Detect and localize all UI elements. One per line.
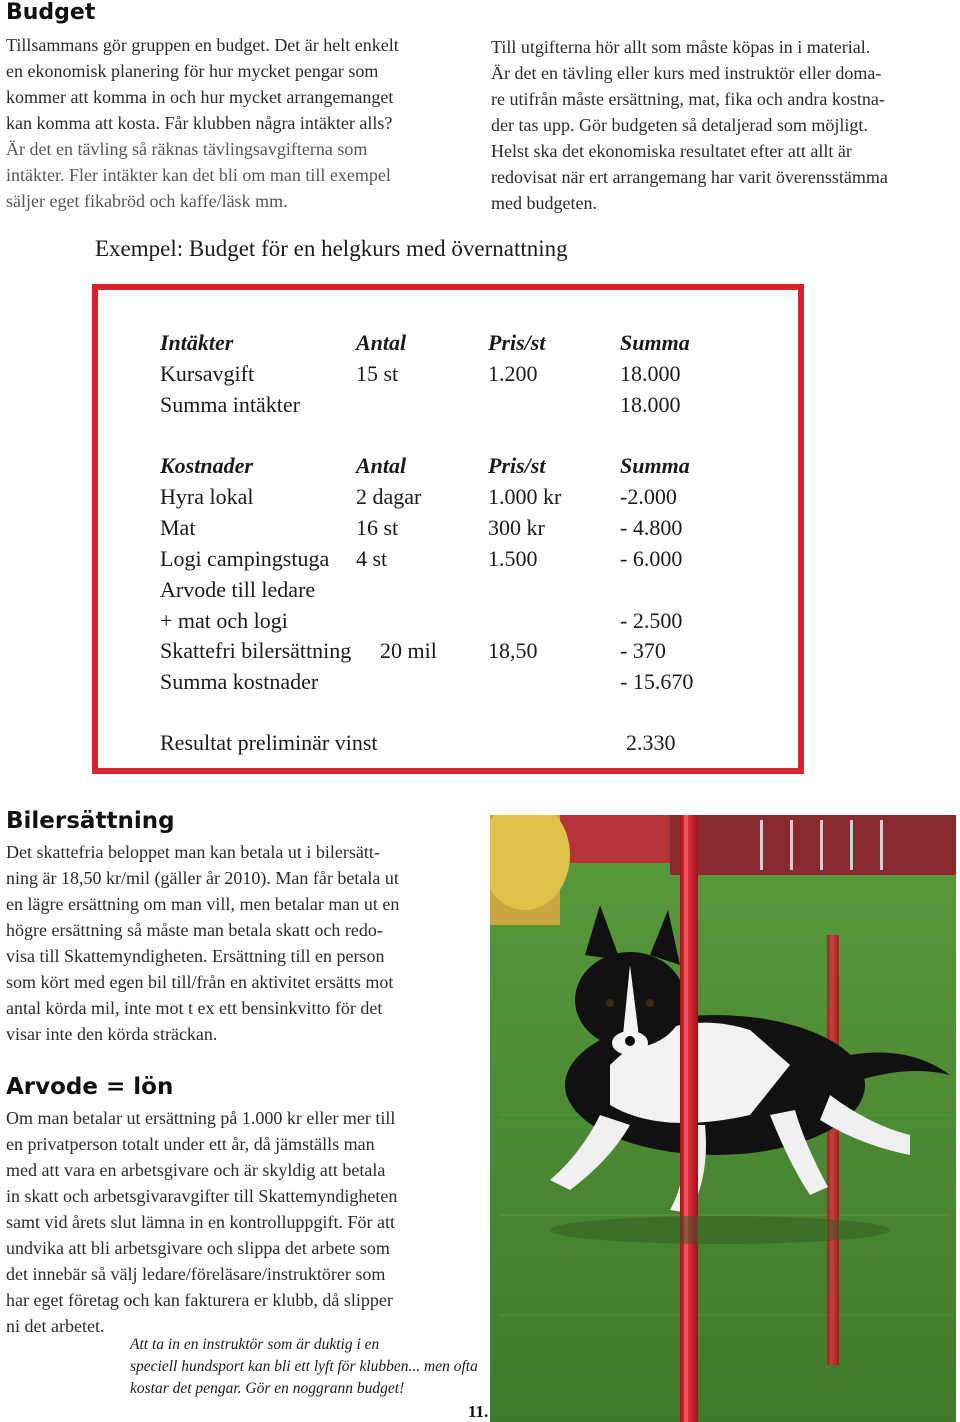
- table-cell: Skattefri bilersättning: [160, 638, 352, 663]
- mileage-heading: Bilersättning: [6, 808, 175, 834]
- table-cell: 18.000: [620, 361, 681, 386]
- header-cell: Kostnader: [160, 453, 253, 478]
- paragraph-line: Om man betalar ut ersättning på 1.000 kr eller mer till: [6, 1108, 396, 1128]
- result-value: 2.330: [626, 730, 676, 755]
- table-cell: - 2.500: [620, 608, 683, 633]
- paragraph-line: Till utgifterna hör allt som måste köpas in i material.: [491, 37, 871, 57]
- header-cell: Pris/st: [488, 330, 546, 355]
- table-cell: 1.200: [488, 361, 538, 386]
- paragraph-line: högre ersättning så måste man betala skatt och redo-: [6, 920, 383, 940]
- table-cell: 1.500: [488, 546, 538, 571]
- table-cell: - 370: [620, 638, 666, 663]
- caption-line: speciell hundsport kan bli ett lyft för klubben... men ofta: [130, 1358, 478, 1375]
- table-cell: 16 st: [356, 515, 399, 540]
- dog-agility-photo: [490, 815, 956, 1422]
- table-cell: Arvode till ledare: [160, 577, 316, 602]
- header-cell: Antal: [356, 330, 407, 355]
- table-cell: -2.000: [620, 484, 677, 509]
- paragraph-line: antal körda mil, inte mot t ex ett bensinkvitto för det: [6, 998, 383, 1018]
- paragraph-line: in skatt och arbetsgivaravgifter till Skattemyndigheten: [6, 1186, 398, 1206]
- table-cell: 4 st: [356, 546, 388, 571]
- paragraph-line: intäkter. Fler intäkter kan det bli om man till exempel: [6, 165, 391, 185]
- table-cell: 2 dagar: [356, 484, 422, 509]
- budget-table-box: [92, 284, 804, 774]
- header-cell: Antal: [356, 453, 407, 478]
- table-cell: Summa intäkter: [160, 392, 300, 417]
- table-cell: 300 kr: [488, 515, 545, 540]
- paragraph-line: ning är 18,50 kr/mil (gäller år 2010). Man får betala ut: [6, 868, 399, 888]
- table-cell: 18,50: [488, 638, 538, 663]
- header-cell: Pris/st: [488, 453, 546, 478]
- fee-heading: Arvode = lön: [6, 1074, 174, 1100]
- paragraph-line: en ekonomisk planering för hur mycket pengar som: [6, 61, 379, 81]
- paragraph-line: der tas upp. Gör budgeten så detaljerad som möjligt.: [491, 115, 868, 135]
- table-cell: 18.000: [620, 392, 681, 417]
- paragraph-line: Är det en tävling så räknas tävlingsavgifterna som: [6, 139, 368, 159]
- paragraph-line: Är det en tävling eller kurs med instruktör eller doma-: [491, 63, 882, 83]
- paragraph-line: Det skattefria beloppet man kan betala ut i bilersätt-: [6, 842, 380, 862]
- paragraph-line: samt vid årets slut lämna in en kontrolluppgift. För att: [6, 1212, 395, 1232]
- table-cell: Summa kostnader: [160, 669, 319, 694]
- table-cell: + mat och logi: [160, 608, 288, 633]
- paragraph-line: Helst ska det ekonomiska resultatet efter att allt är: [491, 141, 852, 161]
- paragraph-line: ni det arbetet.: [6, 1316, 105, 1336]
- caption-line: Att ta in en instruktör som är duktig i en: [130, 1336, 380, 1353]
- paragraph-line: en lägre ersättning om man vill, men betalar man ut en: [6, 894, 400, 914]
- paragraph-line: re utifrån måste ersättning, mat, fika och andra kostna-: [491, 89, 885, 109]
- table-cell: 1.000 kr: [488, 484, 562, 509]
- fee-paragraph: [6, 1105, 476, 1339]
- table-cell: Kursavgift: [160, 361, 255, 386]
- table-cell: - 15.670: [620, 669, 694, 694]
- budget-heading: Budget: [6, 0, 96, 25]
- budget-intro-paragraph: [6, 32, 476, 214]
- table-cell: 15 st: [356, 361, 399, 386]
- paragraph-line: har eget företag och kan fakturera er klubb, då slipper: [6, 1290, 393, 1310]
- paragraph-line: Tillsammans gör gruppen en budget. Det är helt enkelt: [6, 35, 399, 55]
- paragraph-line: en privatperson totalt under ett år, då jämställs man: [6, 1134, 375, 1154]
- table-cell: - 6.000: [620, 546, 683, 571]
- paragraph-line: undvika att bli arbetsgivare och slippa det arbete som: [6, 1238, 390, 1258]
- paragraph-line: visar inte den körda sträckan.: [6, 1024, 218, 1044]
- caption-line: kostar det pengar. Gör en noggrann budget!: [130, 1380, 405, 1397]
- table-cell: Logi campingstuga: [160, 546, 330, 571]
- paragraph-line: säljer eget fikabröd och kaffe/läsk mm.: [6, 191, 288, 211]
- header-cell: Summa: [620, 453, 690, 478]
- page-number: 11.: [468, 1402, 489, 1421]
- paragraph-line: med att vara en arbetsgivare och är skyldig att betala: [6, 1160, 386, 1180]
- header-cell: Intäkter: [160, 330, 234, 355]
- paragraph-line: visa till Skattemyndigheten. Ersättning till en person: [6, 946, 385, 966]
- paragraph-line: kommer att komma in och hur mycket arrangemanget: [6, 87, 394, 107]
- table-cell: 20 mil: [380, 638, 437, 663]
- table-cell: Hyra lokal: [160, 484, 254, 509]
- table-cell: - 4.800: [620, 515, 683, 540]
- paragraph-line: med budgeten.: [491, 193, 597, 213]
- example-title: Exempel: Budget för en helgkurs med övernattning: [95, 236, 568, 261]
- table-cell: Mat: [160, 515, 196, 540]
- result-label: Resultat preliminär vinst: [160, 730, 378, 755]
- header-cell: Summa: [620, 330, 690, 355]
- paragraph-line: redovisat när ert arrangemang har varit överensstämma: [491, 167, 888, 187]
- dog-agility-weave-poles-icon: [490, 815, 956, 1422]
- mileage-paragraph: [6, 839, 476, 1047]
- expenses-paragraph: [491, 34, 959, 216]
- paragraph-line: kan komma att kosta. Får klubben några intäkter alls?: [6, 113, 393, 133]
- photo-caption: [130, 1334, 478, 1400]
- paragraph-line: det innebär så välj ledare/föreläsare/instruktörer som: [6, 1264, 386, 1284]
- paragraph-line: som kört med egen bil till/från en aktivitet ersätts mot: [6, 972, 394, 992]
